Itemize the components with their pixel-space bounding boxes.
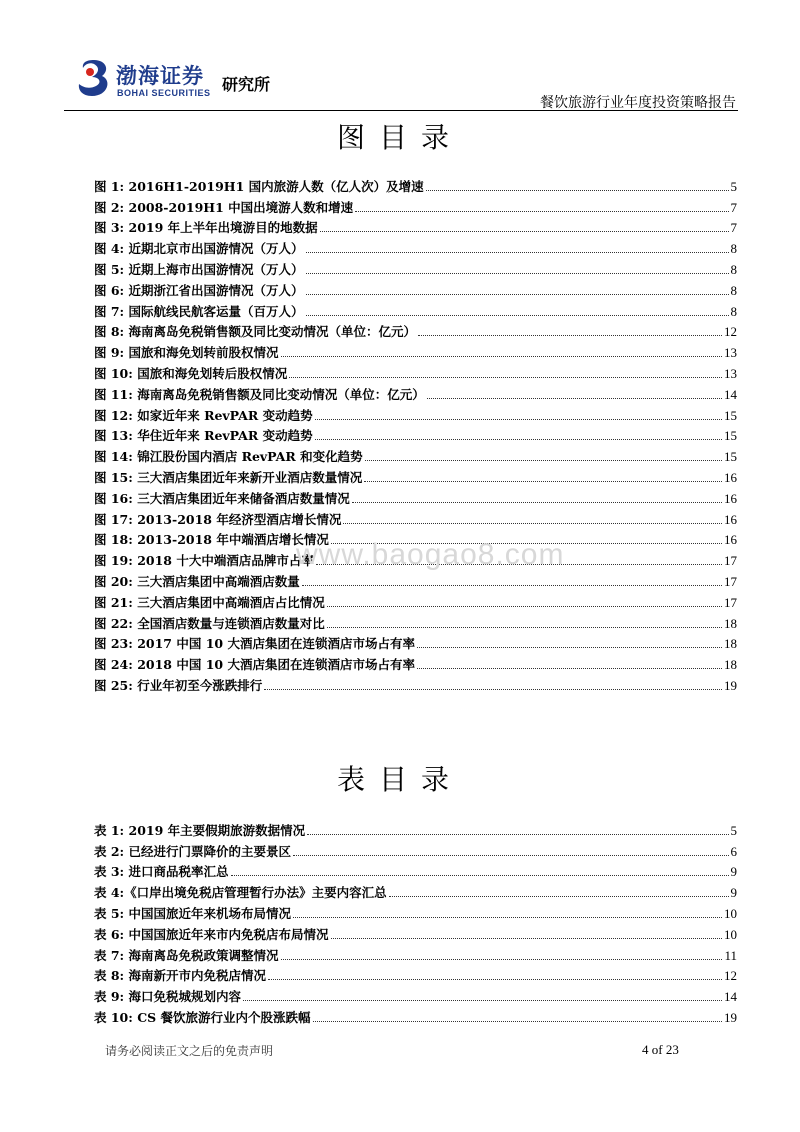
toc-entry[interactable] [94, 443, 737, 464]
toc-entry[interactable] [94, 859, 737, 880]
toc-entry-label: 表 3: 进口商品税率汇总 [94, 864, 229, 880]
toc-entry-label: 图 14: 锦江股份国内酒店 RevPAR 和变化趋势 [94, 449, 363, 465]
toc-leader-dots [417, 668, 722, 669]
toc-entry-label: 图 23: 2017 中国 10 大酒店集团在连锁酒店市场占有率 [94, 636, 415, 652]
toc-entry[interactable] [94, 1004, 737, 1025]
toc-entry-page: 16 [724, 490, 737, 506]
toc-entry-page: 15 [724, 449, 737, 465]
toc-entry[interactable] [94, 173, 737, 194]
tables-toc-list [94, 817, 737, 1025]
toc-entry-page: 13 [724, 365, 737, 381]
toc-leader-dots [289, 377, 722, 378]
bohai-logo-icon [76, 58, 112, 98]
toc-entry-page: 9 [730, 885, 737, 901]
toc-entry-label: 图 17: 2013-2018 年经济型酒店增长情况 [94, 511, 342, 527]
toc-leader-dots [331, 938, 722, 939]
tables-toc-title: 表目录 [336, 763, 463, 796]
toc-entry[interactable] [94, 921, 737, 942]
toc-entry[interactable] [94, 610, 737, 631]
toc-entry-label: 图 15: 三大酒店集团近年来新开业酒店数量情况 [94, 469, 363, 485]
toc-entry-label: 图 20: 三大酒店集团中高端酒店数量 [94, 573, 300, 589]
toc-entry-page: 19 [724, 677, 737, 693]
toc-entry-label: 图 2: 2008-2019H1 中国出境游人数和增速 [94, 199, 354, 215]
toc-entry-page: 16 [724, 532, 737, 548]
toc-entry-page: 9 [730, 864, 737, 880]
toc-entry[interactable] [94, 381, 737, 402]
toc-entry-label: 图 16: 三大酒店集团近年来储备酒店数量情况 [94, 490, 350, 506]
toc-entry[interactable] [94, 651, 737, 672]
toc-entry[interactable] [94, 942, 737, 963]
toc-leader-dots [306, 252, 729, 253]
toc-entry-label: 图 5: 近期上海市出国游情况（万人） [94, 261, 304, 277]
toc-entry-label: 图 11: 海南离岛免税销售额及同比变动情况（单位：亿元） [94, 386, 425, 402]
toc-entry-page: 17 [724, 594, 737, 610]
toc-entry-label: 表 4:《口岸出境免税店管理暂行办法》主要内容汇总 [94, 885, 387, 901]
toc-entry-label: 表 5: 中国国旅近年来机场布局情况 [94, 905, 292, 921]
toc-entry-page: 11 [724, 947, 737, 963]
toc-leader-dots [306, 273, 729, 274]
toc-entry[interactable] [94, 506, 737, 527]
toc-entry[interactable] [94, 298, 737, 319]
toc-leader-dots [306, 315, 729, 316]
toc-entry[interactable] [94, 256, 737, 277]
toc-entry[interactable] [94, 631, 737, 652]
toc-entry-page: 19 [724, 1009, 737, 1025]
figures-toc-title: 图目录 [336, 121, 463, 154]
toc-entry[interactable] [94, 235, 737, 256]
toc-entry-page: 18 [724, 657, 737, 673]
toc-leader-dots [315, 439, 722, 440]
page-number: 4 of 23 [642, 1042, 679, 1057]
toc-entry-label: 图 24: 2018 中国 10 大酒店集团在连锁酒店市场占有率 [94, 657, 415, 673]
toc-entry-page: 17 [724, 553, 737, 569]
toc-leader-dots [418, 335, 722, 336]
toc-entry-page: 14 [724, 386, 737, 402]
toc-leader-dots [320, 231, 729, 232]
toc-entry-label: 图 3: 2019 年上半年出境游目的地数据 [94, 220, 318, 236]
toc-entry-label: 图 25: 行业年初至今涨跌排行 [94, 677, 263, 693]
toc-leader-dots [426, 190, 729, 191]
toc-entry-label: 表 7: 海南离岛免税政策调整情况 [94, 947, 279, 963]
toc-entry[interactable] [94, 879, 737, 900]
toc-entry-page: 18 [724, 615, 737, 631]
company-name-en: BOHAI SECURITIES [117, 88, 211, 98]
toc-leader-dots [343, 523, 722, 524]
toc-leader-dots [352, 502, 722, 503]
toc-leader-dots [315, 419, 722, 420]
toc-entry-page: 5 [730, 822, 737, 838]
toc-entry-label: 表 6: 中国国旅近年来市内免税店布局情况 [94, 926, 329, 942]
toc-entry-label: 图 19: 2018 十大中端酒店品牌市占率 [94, 553, 314, 569]
toc-leader-dots [307, 834, 728, 835]
toc-entry[interactable] [94, 817, 737, 838]
toc-leader-dots [293, 917, 722, 918]
toc-entry-label: 表 8: 海南新开市内免税店情况 [94, 968, 267, 984]
toc-leader-dots [417, 647, 722, 648]
toc-entry[interactable] [94, 838, 737, 859]
toc-entry[interactable] [94, 589, 737, 610]
toc-entry[interactable] [94, 983, 737, 1004]
toc-entry-page: 10 [724, 926, 737, 942]
toc-entry-page: 7 [730, 220, 737, 236]
toc-leader-dots [243, 1000, 722, 1001]
toc-entry[interactable] [94, 319, 737, 340]
toc-leader-dots [364, 481, 722, 482]
toc-entry-label: 图 12: 如家近年来 RevPAR 变动趋势 [94, 407, 313, 423]
toc-entry[interactable] [94, 672, 737, 693]
toc-entry-label: 表 1: 2019 年主要假期旅游数据情况 [94, 822, 306, 838]
footer-disclaimer: 请务必阅读正文之后的免责声明 [105, 1044, 274, 1058]
toc-entry-page: 12 [724, 968, 737, 984]
figures-toc-list [94, 173, 737, 693]
toc-entry-page: 8 [730, 282, 737, 298]
toc-entry-page: 15 [724, 428, 737, 444]
watermark: www.baogao8.com [296, 538, 565, 571]
toc-entry-label: 图 1: 2016H1-2019H1 国内旅游人数（亿人次）及增速 [94, 178, 424, 194]
toc-entry-label: 表 2: 已经进行门票降价的主要景区 [94, 843, 292, 859]
toc-entry[interactable] [94, 485, 737, 506]
toc-leader-dots [365, 460, 722, 461]
toc-entry-page: 7 [730, 199, 737, 215]
toc-entry-label: 图 8: 海南离岛免税销售额及同比变动情况（单位：亿元） [94, 324, 417, 340]
toc-entry[interactable] [94, 402, 737, 423]
toc-entry[interactable] [94, 339, 737, 360]
toc-leader-dots [302, 585, 722, 586]
toc-leader-dots [281, 959, 723, 960]
toc-leader-dots [313, 1021, 722, 1022]
toc-entry[interactable] [94, 900, 737, 921]
toc-entry-page: 8 [730, 303, 737, 319]
toc-entry-label: 表 10: CS 餐饮旅游行业内个股涨跌幅 [94, 1009, 311, 1025]
toc-entry-label: 图 6: 近期浙江省出国游情况（万人） [94, 282, 304, 298]
toc-leader-dots [231, 875, 729, 876]
toc-entry-page: 18 [724, 636, 737, 652]
page-header [0, 0, 800, 110]
toc-entry-label: 图 18: 2013-2018 年中端酒店增长情况 [94, 532, 329, 548]
toc-leader-dots [355, 211, 728, 212]
toc-entry-label: 图 22: 全国酒店数量与连锁酒店数量对比 [94, 615, 325, 631]
toc-entry-label: 图 9: 国旅和海免划转前股权情况 [94, 345, 279, 361]
toc-entry[interactable] [94, 215, 737, 236]
toc-leader-dots [389, 896, 729, 897]
toc-entry-page: 17 [724, 573, 737, 589]
report-title: 餐饮旅游行业年度投资策略报告 [540, 95, 736, 111]
toc-entry[interactable] [94, 360, 737, 381]
toc-entry-page: 16 [724, 511, 737, 527]
company-name-cn: 渤海证券 [116, 64, 204, 88]
toc-entry-label: 图 4: 近期北京市出国游情况（万人） [94, 241, 304, 257]
toc-entry-label: 表 9: 海口免税城规划内容 [94, 989, 242, 1005]
toc-entry-label: 图 13: 华住近年来 RevPAR 变动趋势 [94, 428, 313, 444]
toc-leader-dots [306, 294, 729, 295]
toc-entry-label: 图 10: 国旅和海免划转后股权情况 [94, 365, 288, 381]
toc-entry[interactable] [94, 277, 737, 298]
toc-entry-page: 5 [730, 178, 737, 194]
toc-entry-page: 10 [724, 905, 737, 921]
institute-label: 研究所 [222, 75, 271, 94]
toc-leader-dots [264, 689, 722, 690]
toc-entry[interactable] [94, 464, 737, 485]
toc-entry-page: 15 [724, 407, 737, 423]
toc-entry[interactable] [94, 423, 737, 444]
toc-entry-label: 图 7: 国际航线民航客运量（百万人） [94, 303, 304, 319]
toc-leader-dots [427, 398, 722, 399]
toc-entry-page: 12 [724, 324, 737, 340]
toc-entry[interactable] [94, 963, 737, 984]
toc-leader-dots [293, 855, 728, 856]
toc-entry-page: 8 [730, 261, 737, 277]
toc-entry[interactable] [94, 194, 737, 215]
toc-leader-dots [327, 606, 722, 607]
toc-leader-dots [281, 356, 722, 357]
toc-entry-label: 图 21: 三大酒店集团中高端酒店占比情况 [94, 594, 325, 610]
toc-entry-page: 8 [730, 241, 737, 257]
toc-entry-page: 13 [724, 345, 737, 361]
toc-leader-dots [268, 979, 722, 980]
header-divider [64, 110, 738, 111]
toc-entry-page: 6 [730, 843, 737, 859]
toc-leader-dots [327, 627, 722, 628]
toc-entry-page: 14 [724, 989, 737, 1005]
toc-entry-page: 16 [724, 469, 737, 485]
